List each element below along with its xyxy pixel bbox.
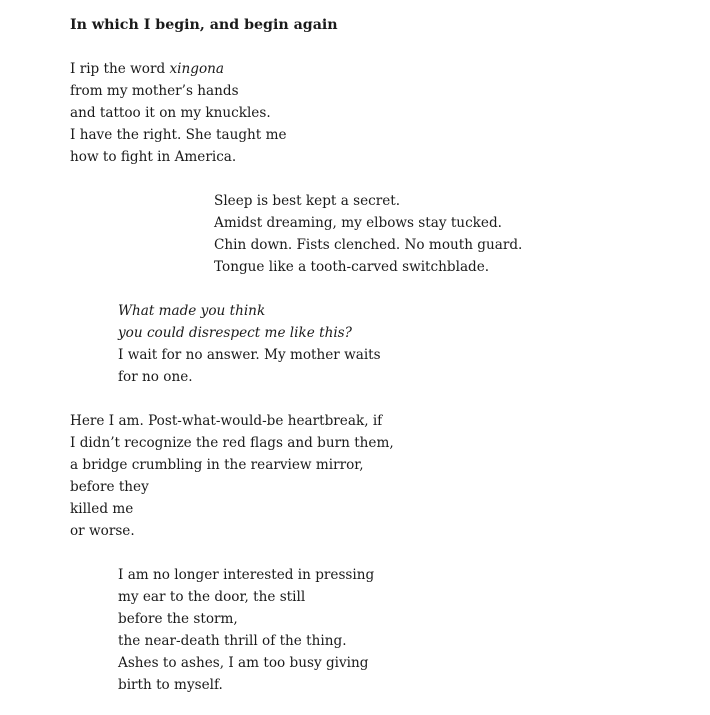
stanza-1 <box>70 58 287 168</box>
poem-line <box>70 58 287 80</box>
poem-line: before the storm, <box>118 611 238 627</box>
poem-line: Tongue like a tooth-carved switchblade. <box>214 259 490 275</box>
emphasized-word: xingona <box>169 61 224 77</box>
poem-line: from my mother’s hands <box>70 83 239 99</box>
poem-line: and tattoo it on my knuckles. <box>70 105 271 121</box>
poem-line-text: I rip the word <box>70 61 170 77</box>
poem-line: I wait for no answer. My mother waits <box>118 347 381 363</box>
poem-line: a bridge crumbling in the rearview mirror, <box>70 457 364 473</box>
stanza-4 <box>70 410 394 542</box>
poem-line: killed me <box>70 501 134 517</box>
poem-line: before they <box>70 479 149 495</box>
poem-line: birth to myself. <box>118 677 223 693</box>
poem-line: Here I am. Post-what-would-be heartbreak, if <box>70 413 383 429</box>
poem-line: for no one. <box>118 369 193 385</box>
poem-line: Amidst dreaming, my elbows stay tucked. <box>214 215 502 231</box>
poem-line: the near-death thrill of the thing. <box>118 633 347 649</box>
poem-title: In which I begin, and begin again <box>70 17 338 33</box>
poem-line-italic: What made you think <box>118 303 266 319</box>
stanza-3 <box>118 300 381 388</box>
stanza-5 <box>118 564 374 696</box>
poem-line: Sleep is best kept a secret. <box>214 193 401 209</box>
poem-line: Chin down. Fists clenched. No mouth guard. <box>214 237 523 253</box>
poem-line: Ashes to ashes, I am too busy giving <box>118 655 369 671</box>
poem-line: or worse. <box>70 523 135 539</box>
poem-line: I didn’t recognize the red flags and burn them, <box>70 435 394 451</box>
poem-line-italic: you could disrespect me like this? <box>118 325 352 341</box>
poem-line: I am no longer interested in pressing <box>118 567 375 583</box>
poem-line: I have the right. She taught me <box>70 127 287 143</box>
poem-line: my ear to the door, the still <box>118 589 306 605</box>
poem-line: how to fight in America. <box>70 149 237 165</box>
stanza-2 <box>214 190 522 278</box>
